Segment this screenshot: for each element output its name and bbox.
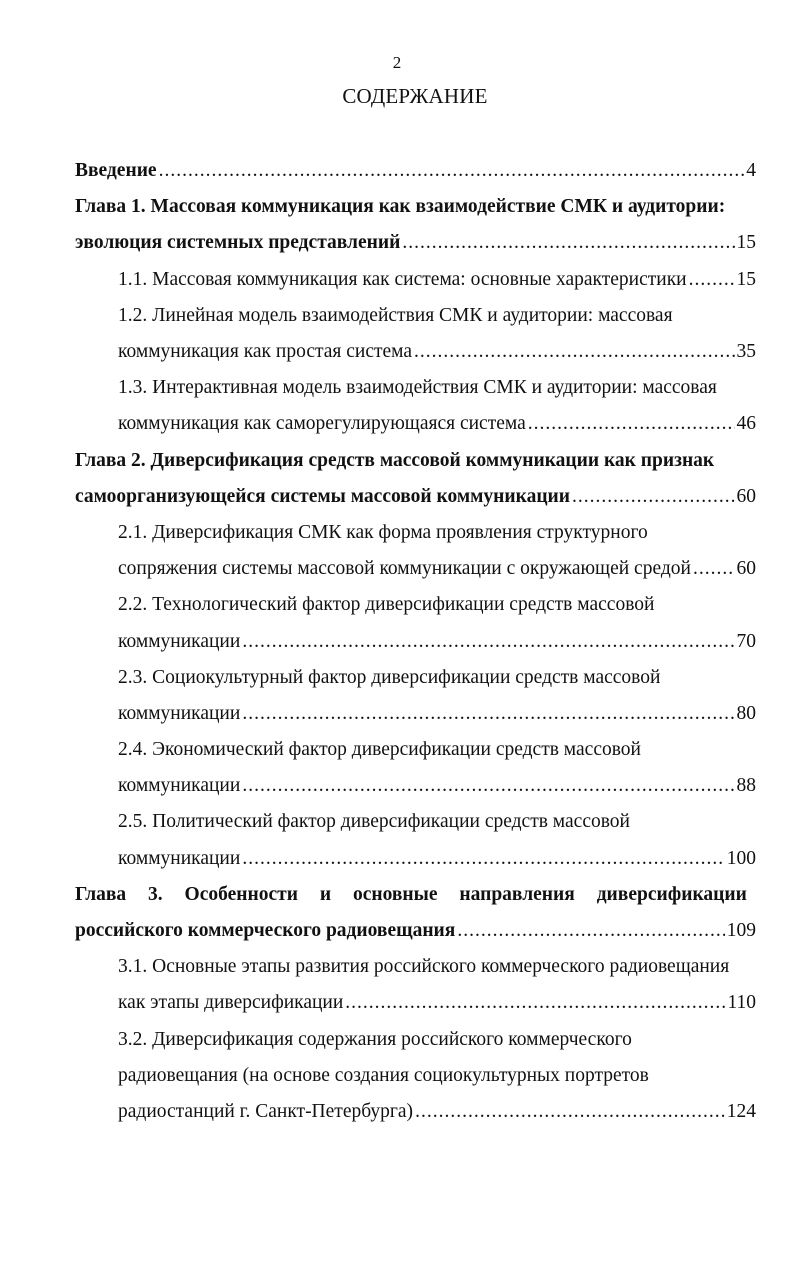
toc-entry-title-cont: сопряжения системы массовой коммуникации с окружающей средой bbox=[118, 558, 691, 580]
toc-entry-line bbox=[75, 1094, 756, 1130]
toc-entry-line bbox=[75, 479, 756, 515]
toc-leader-dots bbox=[242, 775, 734, 797]
toc-page-number: 4 bbox=[746, 160, 756, 182]
toc-leader-dots bbox=[693, 558, 735, 580]
toc-entry-line bbox=[75, 696, 756, 732]
toc-page-number: 100 bbox=[726, 847, 756, 869]
toc-entry-section-3-1[interactable] bbox=[75, 949, 756, 1021]
toc-entry-line bbox=[75, 225, 756, 261]
toc-entry-title: 3.2. Диверсификация содержания российского коммерческого bbox=[118, 1028, 632, 1050]
toc-entry-title-cont: коммуникации bbox=[118, 847, 241, 869]
toc-entry-line bbox=[75, 1022, 756, 1058]
toc-page-number: 35 bbox=[736, 341, 756, 363]
toc-entry-line bbox=[75, 189, 756, 225]
toc-page-number: 46 bbox=[736, 413, 756, 435]
toc-entry-title: 1.1. Массовая коммуникация как система: основные характеристики bbox=[118, 268, 687, 290]
toc-entry-chapter-1[interactable] bbox=[75, 189, 756, 261]
toc-entry-section-2-2[interactable] bbox=[75, 587, 756, 659]
toc-entry-title: Глава 3. Особенности и основные направления диверсификации bbox=[75, 883, 747, 905]
toc-entry-title: 1.3. Интерактивная модель взаимодействия СМК и аудитории: массовая bbox=[118, 377, 717, 399]
toc-page-number: 15 bbox=[736, 232, 756, 254]
toc-entry-chapter-2[interactable] bbox=[75, 443, 756, 515]
toc-page-number: 60 bbox=[736, 558, 756, 580]
toc-entry-title-cont: как этапы диверсификации bbox=[118, 992, 344, 1014]
toc-entry-section-2-4[interactable] bbox=[75, 732, 756, 804]
toc-leader-dots bbox=[242, 848, 724, 870]
toc-leader-dots bbox=[159, 160, 745, 182]
page-number: 2 bbox=[392, 53, 402, 72]
toc-page-number: 70 bbox=[736, 630, 756, 652]
toc-entry-title: 2.1. Диверсификация СМК как форма проявления структурного bbox=[118, 521, 648, 543]
toc-entry-title: 2.2. Технологический фактор диверсификации средств массовой bbox=[118, 594, 655, 616]
toc-leader-dots bbox=[457, 920, 724, 942]
toc-entry-section-2-3[interactable] bbox=[75, 660, 756, 732]
toc-leader-dots bbox=[572, 486, 734, 508]
toc-page-number: 80 bbox=[736, 702, 756, 724]
toc-entry-line bbox=[75, 406, 756, 442]
toc-entry-line bbox=[75, 334, 756, 370]
toc-entry-line bbox=[75, 1058, 756, 1094]
toc-entry-title-cont: коммуникации bbox=[118, 630, 241, 652]
toc-entry-title-cont: радиостанций г. Санкт-Петербурга) bbox=[118, 1100, 414, 1122]
toc-entry-line bbox=[75, 732, 756, 768]
toc-entry-line bbox=[75, 841, 756, 877]
toc-entry-title: Введение bbox=[75, 160, 157, 182]
toc-entry-section-1-1[interactable] bbox=[75, 262, 756, 298]
toc-entry-section-1-2[interactable] bbox=[75, 298, 756, 370]
toc-leader-dots bbox=[402, 232, 734, 254]
toc-entry-line bbox=[75, 804, 756, 840]
toc-entry-section-3-2[interactable] bbox=[75, 1022, 756, 1131]
toc-entry-title: Глава 1. Массовая коммуникация как взаимодействие СМК и аудитории: bbox=[75, 196, 726, 218]
table-of-contents bbox=[75, 153, 756, 1130]
toc-entry-section-2-1[interactable] bbox=[75, 515, 756, 587]
toc-entry-line bbox=[75, 515, 756, 551]
toc-entry-line bbox=[75, 949, 756, 985]
toc-entry-title: 2.4. Экономический фактор диверсификации средств массовой bbox=[118, 739, 641, 761]
toc-entry-line bbox=[75, 551, 756, 587]
toc-entry-line bbox=[75, 985, 756, 1021]
toc-entry-title: 1.2. Линейная модель взаимодействия СМК и аудитории: массовая bbox=[118, 304, 673, 326]
toc-page-number: 88 bbox=[736, 775, 756, 797]
toc-entry-title-cont: радиовещания (на основе создания социокультурных портретов bbox=[118, 1064, 649, 1086]
toc-entry-title: 2.3. Социокультурный фактор диверсификации средств массовой bbox=[118, 666, 661, 688]
toc-page-number: 109 bbox=[726, 920, 756, 942]
toc-entry-title-cont: российского коммерческого радиовещания bbox=[75, 920, 456, 942]
toc-entry-line bbox=[75, 370, 756, 406]
toc-leader-dots bbox=[415, 1101, 725, 1123]
page-title: СОДЕРЖАНИЕ bbox=[342, 84, 488, 108]
toc-entry-line bbox=[75, 587, 756, 623]
toc-page-number: 60 bbox=[736, 485, 756, 507]
toc-leader-dots bbox=[345, 992, 725, 1014]
toc-entry-introduction[interactable] bbox=[75, 153, 756, 189]
toc-leader-dots bbox=[414, 341, 734, 363]
toc-entry-title: 2.5. Политический фактор диверсификации средств массовой bbox=[118, 811, 630, 833]
toc-page-number: 110 bbox=[727, 992, 756, 1014]
toc-entry-line bbox=[75, 768, 756, 804]
toc-leader-dots bbox=[242, 703, 734, 725]
toc-entry-line bbox=[75, 660, 756, 696]
toc-entry-line bbox=[75, 298, 756, 334]
toc-entry-title-cont: эволюция системных представлений bbox=[75, 232, 401, 254]
toc-entry-section-2-5[interactable] bbox=[75, 804, 756, 876]
toc-entry-line bbox=[75, 623, 756, 659]
toc-entry-title-cont: коммуникации bbox=[118, 702, 241, 724]
toc-entry-line bbox=[75, 913, 756, 949]
toc-entry-title-cont: самоорганизующейся системы массовой коммуникации bbox=[75, 485, 571, 507]
toc-page-number: 15 bbox=[736, 268, 756, 290]
toc-entry-section-1-3[interactable] bbox=[75, 370, 756, 442]
toc-entry-line bbox=[75, 877, 756, 913]
toc-entry-chapter-3[interactable] bbox=[75, 877, 756, 949]
toc-entry-title: Глава 2. Диверсификация средств массовой коммуникации как признак bbox=[75, 449, 715, 471]
toc-page-number: 124 bbox=[726, 1100, 756, 1122]
toc-entry-title-cont: коммуникация как простая система bbox=[118, 341, 413, 363]
toc-leader-dots bbox=[242, 631, 734, 653]
toc-entry-line bbox=[75, 443, 756, 479]
toc-leader-dots bbox=[689, 269, 735, 291]
toc-entry-title-cont: коммуникация как саморегулирующаяся система bbox=[118, 413, 526, 435]
toc-entry-title: 3.1. Основные этапы развития российского коммерческого радиовещания bbox=[118, 956, 730, 978]
toc-leader-dots bbox=[528, 413, 735, 435]
toc-entry-title-cont: коммуникации bbox=[118, 775, 241, 797]
